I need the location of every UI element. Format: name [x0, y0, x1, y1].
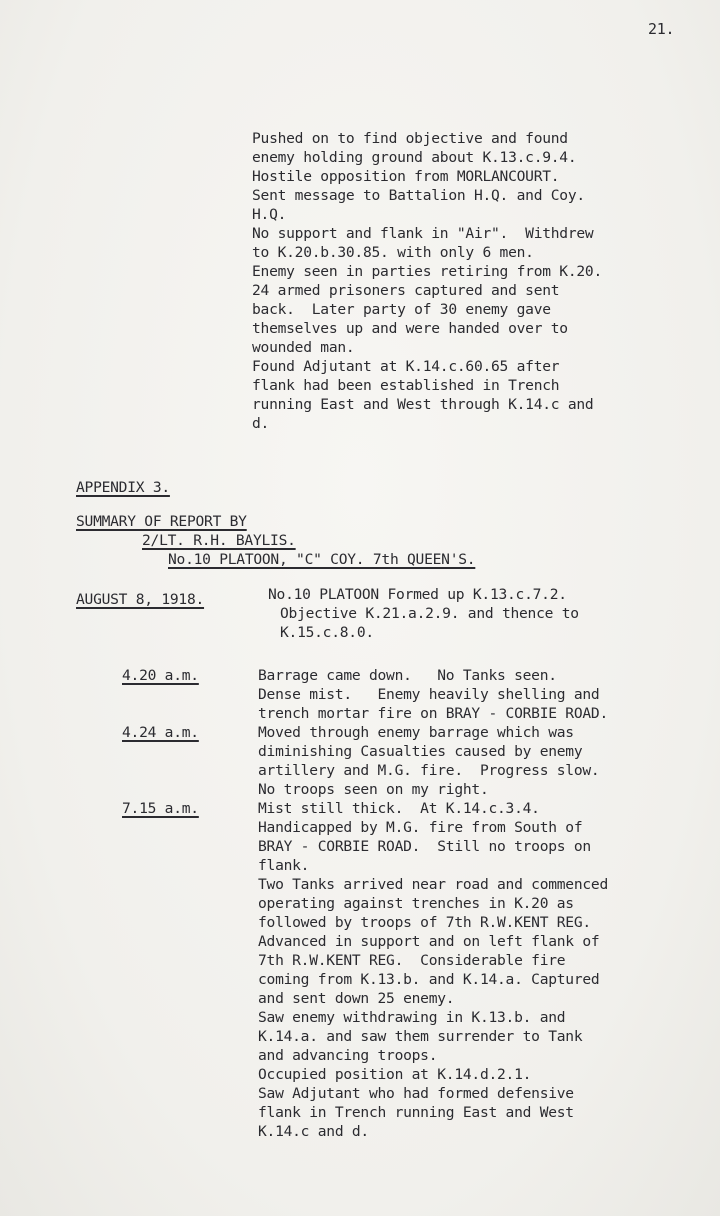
entry-line: artillery and M.G. fire. Progress slow.: [258, 762, 600, 779]
entry-line: Saw Adjutant who had formed defensive: [258, 1085, 574, 1102]
summary-heading-line: No.10 PLATOON, "C" COY. 7th QUEEN'S.: [168, 551, 476, 568]
entry-line: operating against trenches in K.20 as: [258, 895, 574, 912]
entry-line: followed by troops of 7th R.W.KENT REG.: [258, 914, 591, 931]
entry-time: 7.15 a.m.: [122, 800, 199, 817]
entry-line: and advancing troops.: [258, 1047, 438, 1064]
paragraph-line: enemy holding ground about K.13.c.9.4.: [252, 149, 577, 166]
paragraph-line: Pushed on to find objective and found: [252, 130, 568, 147]
paragraph-line: wounded man.: [252, 339, 355, 356]
date-line: No.10 PLATOON Formed up K.13.c.7.2.: [268, 586, 567, 603]
paragraph-line: flank had been established in Trench: [252, 377, 560, 394]
entry-line: 7th R.W.KENT REG. Considerable fire: [258, 952, 566, 969]
page-number: 21.: [648, 20, 675, 38]
entry-line: Occupied position at K.14.d.2.1.: [258, 1066, 532, 1083]
entry-line: and sent down 25 enemy.: [258, 990, 455, 1007]
paragraph-line: running East and West through K.14.c and: [252, 396, 594, 413]
paragraph-line: H.Q.: [252, 206, 287, 223]
paragraph-line: 24 armed prisoners captured and sent: [252, 282, 560, 299]
paragraph-line: No support and flank in "Air". Withdrew: [252, 225, 594, 242]
entry-line: Handicapped by M.G. fire from South of: [258, 819, 583, 836]
paragraph-line: back. Later party of 30 enemy gave: [252, 301, 551, 318]
entry-line: BRAY - CORBIE ROAD. Still no troops on: [258, 838, 591, 855]
entry-line: Advanced in support and on left flank of: [258, 933, 600, 950]
entry-line: coming from K.13.b. and K.14.a. Captured: [258, 971, 600, 988]
entry-time: 4.20 a.m.: [122, 667, 199, 684]
appendix-heading: APPENDIX 3.: [76, 479, 170, 496]
summary-heading-line: 2/LT. R.H. BAYLIS.: [142, 532, 296, 549]
entry-line: trench mortar fire on BRAY - CORBIE ROAD.: [258, 705, 608, 722]
summary-heading-line: SUMMARY OF REPORT BY: [76, 513, 247, 530]
entry-line: diminishing Casualties caused by enemy: [258, 743, 583, 760]
paragraph-line: to K.20.b.30.85. with only 6 men.: [252, 244, 534, 261]
paragraph-line: Sent message to Battalion H.Q. and Coy.: [252, 187, 585, 204]
entry-line: No troops seen on my right.: [258, 781, 489, 798]
date-line: Objective K.21.a.2.9. and thence to: [280, 605, 579, 622]
paragraph-line: Found Adjutant at K.14.c.60.65 after: [252, 358, 560, 375]
paragraph-line: d.: [252, 415, 270, 432]
entry-line: K.14.c and d.: [258, 1123, 369, 1140]
entry-line: Mist still thick. At K.14.c.3.4.: [258, 800, 540, 817]
entry-time: 4.24 a.m.: [122, 724, 199, 741]
paragraph-line: Hostile opposition from MORLANCOURT.: [252, 168, 560, 185]
entry-line: Barrage came down. No Tanks seen.: [258, 667, 557, 684]
date-label: AUGUST 8, 1918.: [76, 591, 205, 608]
entry-line: flank in Trench running East and West: [258, 1104, 574, 1121]
entry-line: K.14.a. and saw them surrender to Tank: [258, 1028, 583, 1045]
date-line: K.15.c.8.0.: [280, 624, 374, 641]
entry-line: Two Tanks arrived near road and commenced: [258, 876, 608, 893]
entry-line: flank.: [258, 857, 310, 874]
paragraph-line: Enemy seen in parties retiring from K.20.: [252, 263, 602, 280]
paragraph-line: themselves up and were handed over to: [252, 320, 568, 337]
entry-line: Dense mist. Enemy heavily shelling and: [258, 686, 600, 703]
entry-line: Moved through enemy barrage which was: [258, 724, 574, 741]
entry-line: Saw enemy withdrawing in K.13.b. and: [258, 1009, 566, 1026]
